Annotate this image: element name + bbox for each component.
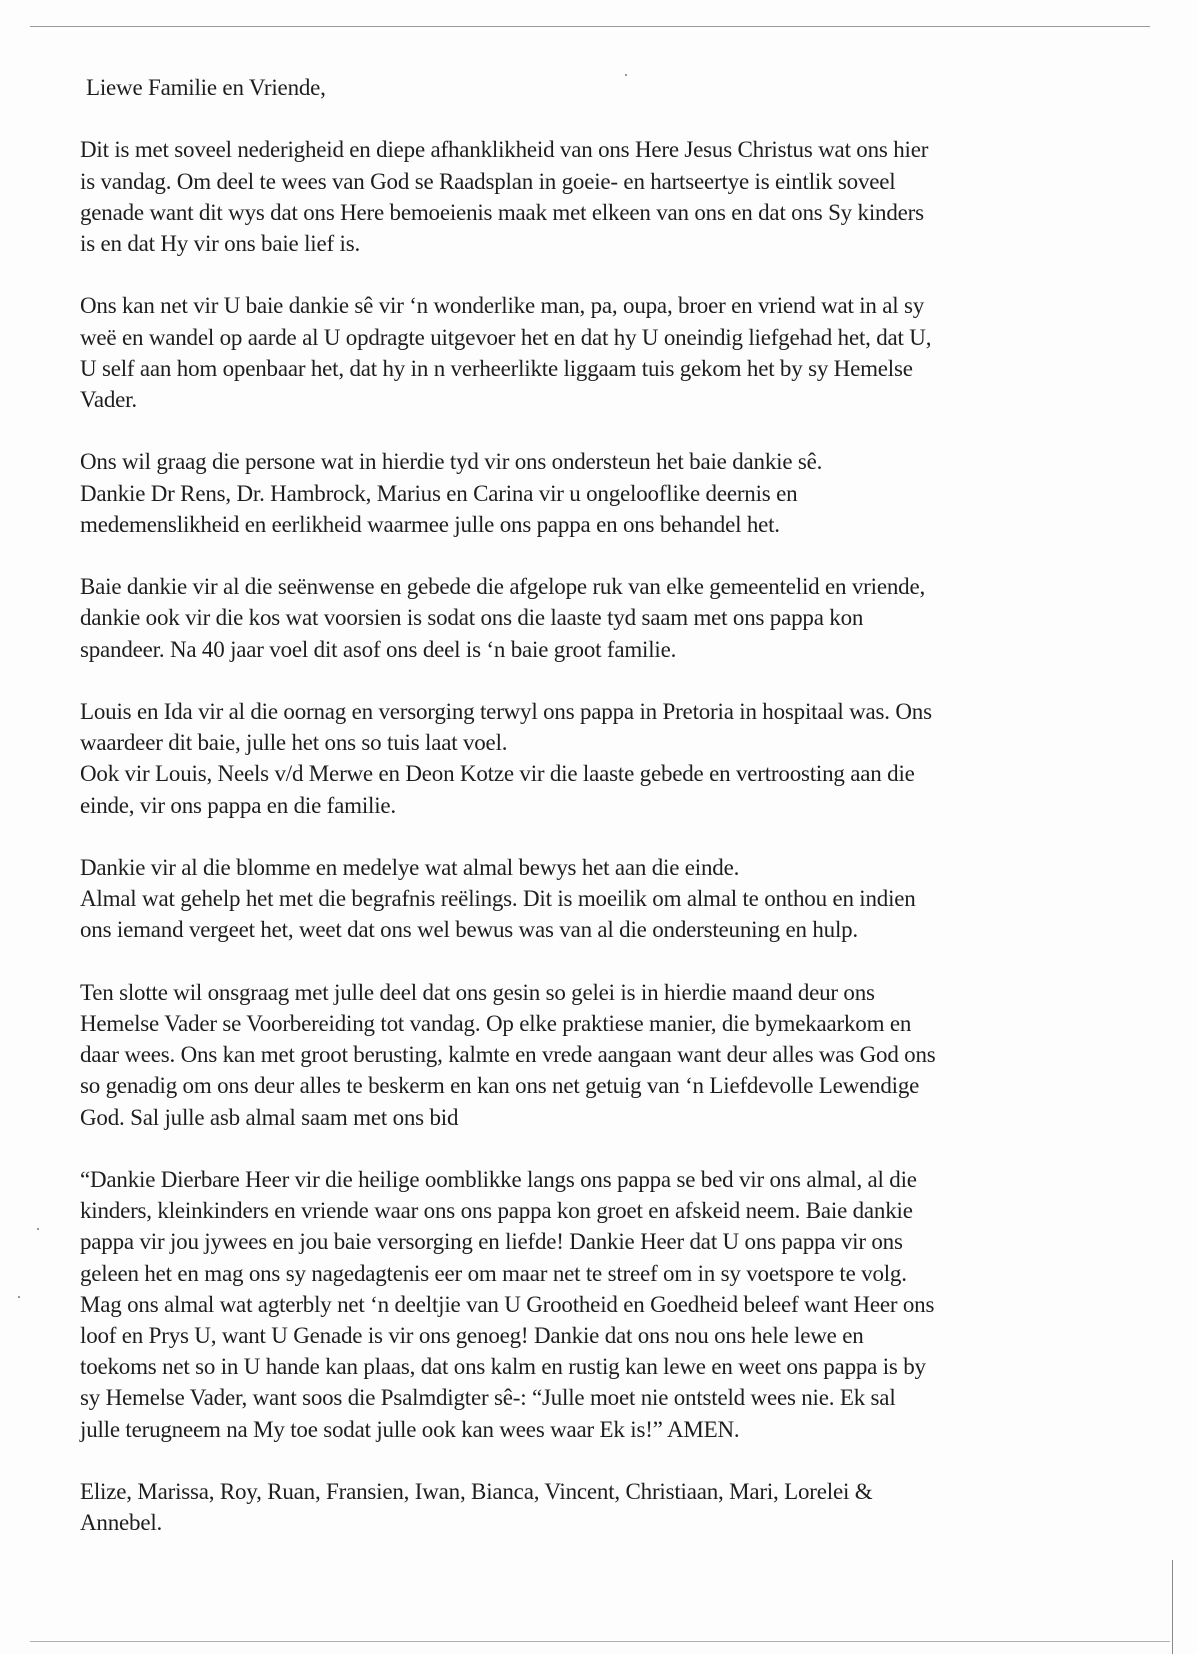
paragraph-thanks-congregation: Baie dankie vir al die seënwense en gebede die afgelope ruk van elke gemeentelid en vriende, dankie ook vir die kos wat voorsien is sodat ons die laaste tyd saam met ons pappa kon spandeer. Na 40 jaar voel dit asof ons deel is ‘n baie groot familie. [80, 574, 925, 662]
bottom-scan-line [30, 1641, 1170, 1642]
greeting: Liewe Familie en Vriende, [86, 75, 326, 100]
paragraph-gratitude: Dit is met soveel nederigheid en diepe afhanklikheid van ons Here Jesus Christus wat ons hier is vandag. Om deel te wees van God se Raadsplan in goeie- en hartseertye is eintlik soveel genade want dit wys dat ons Here bemoeienis maak met elkeen van ons en dat ons Sy kinders is en dat Hy vir ons baie lief is. [80, 137, 929, 256]
scan-speck [37, 1228, 39, 1230]
paragraph-prayer: “Dankie Dierbare Heer vir die heilige oomblikke langs ons pappa se bed vir ons almal, al die kinders, kleinkinders en vriende waar ons ons pappa kon groet en afskeid neem. Baie dankie pappa vir jou jywees en jou baie versorging en liefde! Dankie Heer dat U ons pappa vir ons geleen het en mag ons sy nagedagtenis eer om maar net te streef om in sy voetspore te volg. Mag ons almal wat agterbly net ‘n deeltjie van U Grootheid en Goedheid beleef want Heer ons loof en Prys U, want U Genade is vir ons genoeg! Dankie dat ons nou ons hele lewe en toekoms net so in U hande kan plaas, dat ons kalm en rustig kan lewe en weet ons pappa is by sy Hemelse Vader, want soos die Psalmdigter sê-: “Julle moet nie ontsteld wees nie. Ek sal julle terugneem na My toe sodat julle ook kan wees waar Ek is!” AMEN. [80, 1166, 935, 1442]
paragraph-thanks-louis-ida: Louis en Ida vir al die oornag en versorging terwyl ons pappa in Pretoria in hospitaal was. Ons waardeer dit baie, julle het ons so tuis laat voel. Ook vir Louis, Neels v/d Merwe en Deon Kotze vir die laaste gebede en vertroosting aan die einde, vir ons pappa en die familie. [80, 698, 932, 818]
page-edge-line [1172, 1560, 1173, 1654]
top-scan-line [30, 26, 1150, 27]
scan-speck [18, 1296, 20, 1298]
signoff-names: Elize, Marissa, Roy, Ruan, Fransien, Iwan, Bianca, Vincent, Christiaan, Mari, Lorelei & Annebel. [80, 1479, 873, 1536]
paragraph-thanks-flowers: Dankie vir al die blomme en medelye wat almal bewys het aan die einde. Almal wat gehelp het met die begrafnis reëlings. Dit is moeilik om almal te onthou en indien ons iemand vergeet het, weet dat ons wel bewus was van al die ondersteuning en hulp. [80, 854, 916, 943]
paragraph-closing: Ten slotte wil onsgraag met julle deel dat ons gesin so gelei is in hierdie maand deur ons Hemelse Vader se Voorbereiding tot vandag. Op elke praktiese manier, die bymekaarkom en daar wees. Ons kan met groot berusting, kalmte en vrede aangaan want deur alles was God ons so genadig om ons deur alles te beskerm en kan ons net getuig van ‘n Liefdevolle Lewendige God. Sal julle asb almal saam met ons bid [80, 979, 936, 1130]
paragraph-thanks-father: Ons kan net vir U baie dankie sê vir ‘n wonderlike man, pa, oupa, broer en vriend wat in al sy weë en wandel op aarde al U opdragte uitgevoer het en dat hy U oneindig liefgehad het, dat U, U self aan hom openbaar het, dat hy in n verheerlikte liggaam tuis gekom het by sy Hemelse Vader. [80, 293, 932, 412]
paragraph-thanks-doctors: Ons wil graag die persone wat in hierdie tyd vir ons ondersteun het baie dankie sê. Dankie Dr Rens, Dr. Hambrock, Marius en Carina vir u ongelooflike deernis en medemenslikheid en eerlikheid waarmee julle ons pappa en ons behandel het. [80, 449, 823, 537]
letter-body [80, 72, 1140, 1538]
